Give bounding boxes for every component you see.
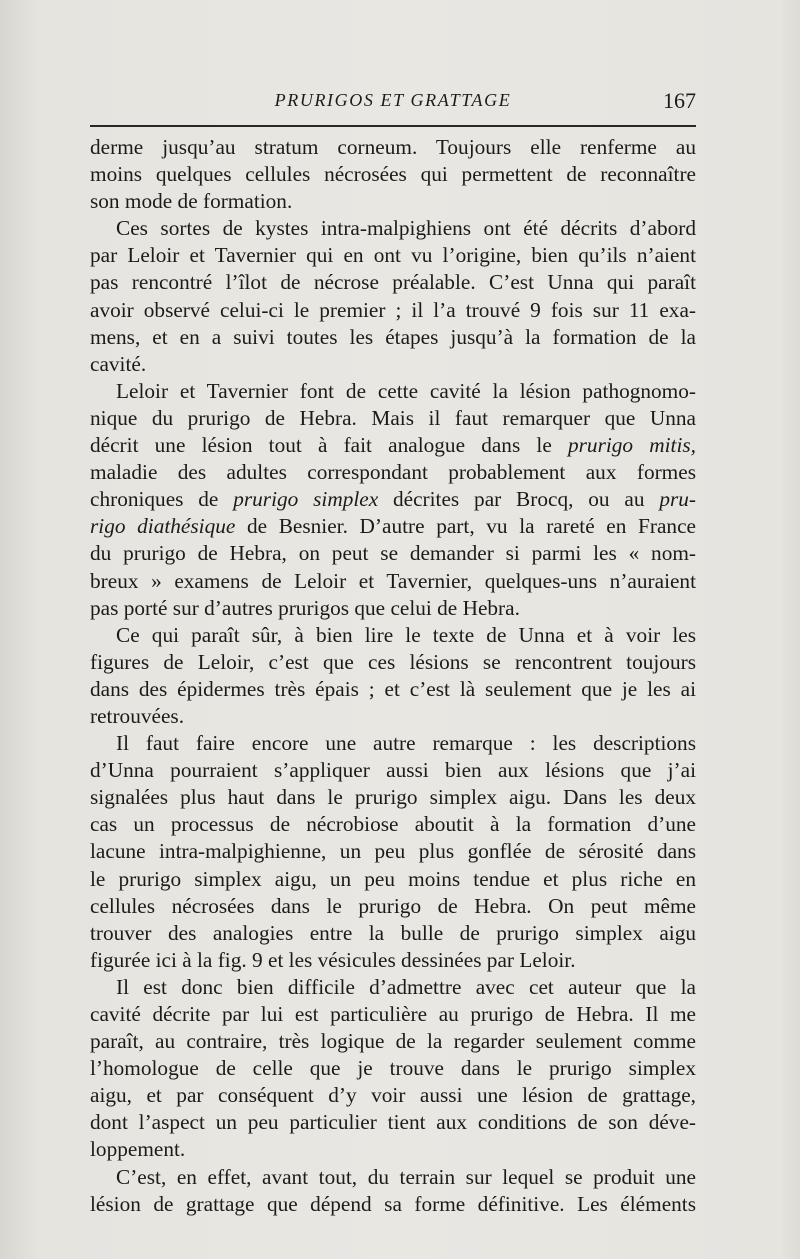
text-line: avoir observé celui-ci le premier ; il l’a trouvé 9 fois sur 11 exa- [90, 297, 696, 322]
paragraph-6 [90, 974, 696, 1164]
paragraph-3 [90, 378, 696, 622]
text-line: Il faut faire encore une autre remarque : les descriptions [116, 731, 696, 756]
italic-term: prurigo mitis, [567, 433, 696, 458]
text-line: cavité décrite par lui est particulière au prurigo de Hebra. Il me [90, 1002, 696, 1026]
text-line-mixed [90, 432, 696, 459]
text-line: pas rencontré l’îlot de nécrose préalable. C’est Unna qui paraît [90, 270, 696, 295]
text-line: trouver des analogies entre la bulle de prurigo simplex aigu [90, 920, 696, 945]
text-line: nique du prurigo de Hebra. Mais il faut remarquer que Unna [90, 405, 696, 430]
text-line: d’Unna pourraient s’appliquer aussi bien aux lésions que j’ai [90, 758, 696, 783]
text-line: figurée ici à la fig. 9 et les vésicules dessinées par Leloir. [90, 947, 576, 972]
text-line: derme jusqu’au stratum corneum. Toujours elle renferme au [90, 135, 696, 159]
italic-term: pru- [659, 487, 696, 512]
text-line: Il est donc bien difficile d’admettre avec cet auteur que la [116, 974, 696, 999]
text-run: de Besnier. D’autre part, vu la rareté en France [235, 514, 696, 539]
text-line: pas porté sur d’autres prurigos que celui de Hebra. [90, 595, 520, 620]
paragraph-1 [90, 134, 696, 215]
text-line: breux » examens de Leloir et Tavernier, quelques-uns n’auraient [90, 568, 696, 593]
text-line: l’homologue de celle que je trouve dans le prurigo simplex [90, 1056, 696, 1081]
text-line: Ces sortes de kystes intra-malpighiens ont été décrits d’abord [116, 216, 696, 241]
body-text [90, 134, 696, 1218]
text-line: Ce qui paraît sûr, à bien lire le texte de Unna et à voir les [116, 622, 696, 647]
text-line: figures de Leloir, c’est que ces lésions se rencontrent toujours [90, 649, 696, 674]
page-header [90, 84, 696, 120]
text-line: dont l’aspect un peu particulier tient aux conditions de son déve- [90, 1110, 696, 1135]
text-line-mixed [90, 486, 696, 513]
text-run: décrites par Brocq, ou au [378, 487, 660, 512]
text-line: par Leloir et Tavernier qui en ont vu l’origine, bien qu’ils n’aient [90, 243, 696, 268]
paragraph-5 [90, 730, 696, 974]
text-line: lésion de grattage que dépend sa forme définitive. Les éléments [90, 1191, 696, 1216]
text-line: Leloir et Tavernier font de cette cavité la lésion pathognomo- [116, 378, 696, 403]
text-line: mens, et en a suivi toutes les étapes jusqu’à la formation de la [90, 324, 696, 349]
text-line: loppement. [90, 1137, 186, 1162]
header-rule [90, 125, 696, 127]
running-title: PRURIGOS ET GRATTAGE [274, 90, 512, 110]
page-number: 167 [663, 88, 696, 113]
paragraph-2 [90, 215, 696, 378]
text-line: moins quelques cellules nécrosées qui permettent de reconnaître [90, 162, 696, 187]
text-line: cavité. [90, 351, 147, 376]
text-line: paraît, au contraire, très logique de la regarder seulement comme [90, 1029, 696, 1054]
text-run: chroniques de [90, 487, 234, 512]
text-line: retrouvées. [90, 703, 185, 728]
italic-term: prurigo simplex [233, 487, 379, 512]
text-line: cas un processus de nécrobiose aboutit à la formation d’une [90, 812, 696, 837]
text-line: le prurigo simplex aigu, un peu moins tendue et plus riche en [90, 866, 696, 891]
text-line-mixed [90, 513, 696, 540]
text-line: maladie des adultes correspondant probablement aux formes [90, 460, 696, 485]
text-line: cellules nécrosées dans le prurigo de Hebra. On peut même [90, 893, 696, 918]
text-line: lacune intra-malpighienne, un peu plus gonflée de sérosité dans [90, 839, 696, 864]
text-line: du prurigo de Hebra, on peut se demander si parmi les « nom- [90, 541, 696, 566]
paragraph-7 [90, 1164, 696, 1218]
text-line: C’est, en effet, avant tout, du terrain sur lequel se produit une [116, 1164, 696, 1189]
text-run: décrit une lésion tout à fait analogue dans le [90, 433, 568, 458]
text-line: son mode de formation. [90, 189, 293, 214]
paragraph-4 [90, 622, 696, 730]
italic-term: rigo diathésique [90, 514, 236, 539]
text-line: aigu, et par conséquent d’y voir aussi une lésion de grattage, [90, 1083, 696, 1108]
text-line: signalées plus haut dans le prurigo simplex aigu. Dans les deux [90, 785, 696, 810]
text-line: dans des épidermes très épais ; et c’est là seulement que je les ai [90, 676, 696, 701]
